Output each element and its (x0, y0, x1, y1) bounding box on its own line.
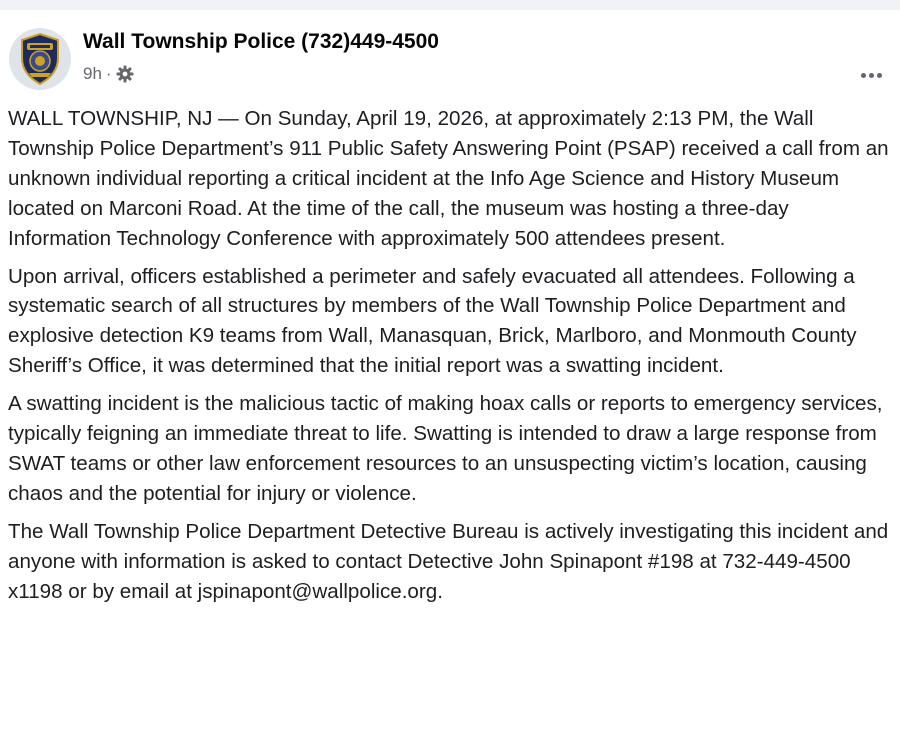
police-badge-avatar[interactable] (9, 28, 71, 90)
post-header (9, 28, 889, 98)
post-paragraph: The Wall Township Police Department Detective Bureau is actively investigating this incident and anyone with information is asked to contact Detective John Spinapont #198 at 732-449-4500 x1198 or by email at jspinapont@wallpolice.org. (8, 519, 889, 603)
post-paragraph: A swatting incident is the malicious tactic of making hoax calls or reports to emergency services, typically feigning an immediate threat to life. Swatting is intended to draw a large response from SWAT teams or other law enforcement resources to an unsuspecting victim’s location, causing chaos and the potential for injury or violence. (8, 392, 883, 505)
police-badge-icon (9, 28, 71, 90)
post-timestamp[interactable]: 9h (83, 64, 102, 83)
post-meta (83, 64, 134, 84)
facebook-post (0, 10, 900, 730)
meta-separator: · (105, 64, 112, 83)
post-paragraph: WALL TOWNSHIP, NJ — On Sunday, April 19, 2026, at approximately 2:13 PM, the Wall Township Police Department’s 911 Public Safety Answering Point (PSAP) received a call from an unknown individual reporting a critical incident at the Info Age Science and History Museum located on Marconi Road. At the time of the call, the museum was hosting a three-day Information Technology Conference with approximately 500 attendees present. (8, 107, 889, 250)
post-author-name[interactable]: Wall Township Police (732)449-4500 (83, 30, 439, 53)
post-body (8, 104, 893, 615)
gear-icon[interactable] (116, 65, 134, 83)
more-options-icon[interactable] (852, 63, 890, 87)
feed-top-strip (0, 0, 900, 10)
post-paragraph: Upon arrival, officers established a perimeter and safely evacuated all attendees. Following a systematic search of all structures by members of the Wall Township Police Department and explosive detection K9 teams from Wall, Manasquan, Brick, Marlboro, and Monmouth County Sheriff’s Office, it was determined that the initial report was a swatting incident. (8, 264, 857, 378)
